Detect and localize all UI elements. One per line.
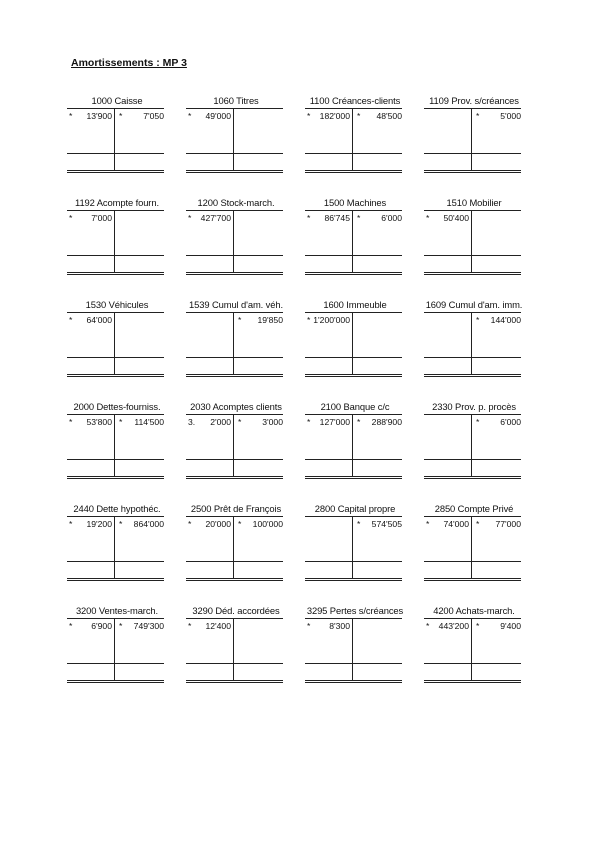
account-top-line: [305, 414, 402, 415]
credit-value: 77'000: [495, 519, 521, 529]
debit-value: 1'200'000: [313, 315, 350, 325]
credit-value: 6'000: [381, 213, 402, 223]
debit-mark: *: [307, 213, 311, 223]
debit-mark: *: [426, 519, 430, 529]
debit-value: 20'000: [205, 519, 231, 529]
account-double-line: [305, 680, 402, 683]
credit-entry: [474, 417, 521, 428]
credit-value: 288'900: [371, 417, 402, 427]
t-account: [186, 401, 286, 489]
account-double-line: [186, 170, 283, 173]
credit-mark: *: [238, 315, 242, 325]
account-top-line: [305, 210, 402, 211]
t-account: [424, 605, 524, 693]
credit-value: 100'000: [252, 519, 283, 529]
account-double-line: [67, 476, 164, 479]
debit-entry: [424, 315, 469, 326]
account-double-line: [305, 476, 402, 479]
t-account: [424, 95, 524, 183]
credit-entry: [474, 315, 521, 326]
account-total-line: [186, 459, 283, 460]
t-account: [186, 605, 286, 693]
debit-value: 2'000: [210, 417, 231, 427]
debit-entry: [186, 111, 231, 122]
credit-entry: [355, 213, 402, 224]
account-center-line: [233, 108, 234, 171]
debit-entry: [67, 519, 112, 530]
account-double-line: [305, 170, 402, 173]
debit-entry: [67, 315, 112, 326]
t-account: [67, 401, 167, 489]
debit-mark: *: [188, 111, 192, 121]
account-center-line: [114, 516, 115, 579]
debit-entry: [186, 315, 231, 326]
credit-entry: [117, 417, 164, 428]
t-account: [305, 197, 405, 285]
account-center-line: [471, 516, 472, 579]
account-name: 3295 Pertes s/créances: [306, 605, 404, 616]
credit-mark: *: [357, 111, 361, 121]
account-center-line: [471, 108, 472, 171]
account-total-line: [67, 255, 164, 256]
debit-mark: *: [307, 111, 311, 121]
account-double-line: [305, 578, 402, 581]
account-total-line: [67, 459, 164, 460]
credit-entry: [236, 621, 283, 632]
account-center-line: [471, 210, 472, 273]
debit-entry: [186, 519, 231, 530]
account-center-line: [352, 210, 353, 273]
debit-value: 127'000: [319, 417, 350, 427]
credit-value: 19'850: [257, 315, 283, 325]
account-name: 4200 Achats-march.: [433, 605, 515, 616]
account-double-line: [424, 680, 521, 683]
account-total-line: [186, 255, 283, 256]
credit-value: 5'000: [500, 111, 521, 121]
credit-value: 864'000: [133, 519, 164, 529]
debit-value: 443'200: [438, 621, 469, 631]
account-top-line: [305, 312, 402, 313]
account-name: 1109 Prov. s/créances: [429, 95, 519, 106]
account-top-line: [424, 210, 521, 211]
t-account: [67, 95, 167, 183]
debit-value: 50'400: [443, 213, 469, 223]
account-name: 1060 Titres: [213, 95, 259, 106]
page-title: Amortissements : MP 3: [71, 57, 187, 69]
account-double-line: [67, 170, 164, 173]
credit-value: 574'505: [371, 519, 402, 529]
account-name: 1539 Cumul d'am. véh.: [188, 299, 283, 310]
account-total-line: [305, 459, 402, 460]
t-account: [186, 503, 286, 591]
account-center-line: [471, 618, 472, 681]
account-top-line: [67, 618, 164, 619]
credit-entry: [117, 315, 164, 326]
account-total-line: [424, 357, 521, 358]
credit-entry: [236, 519, 283, 530]
account-top-line: [186, 210, 283, 211]
account-name: 2800 Capital propre: [314, 503, 396, 514]
account-name: 2330 Prov. p. procès: [432, 401, 516, 412]
account-double-line: [305, 374, 402, 377]
account-total-line: [305, 357, 402, 358]
account-center-line: [233, 312, 234, 375]
account-center-line: [352, 108, 353, 171]
account-double-line: [424, 272, 521, 275]
debit-entry: [67, 417, 112, 428]
debit-mark: *: [307, 621, 311, 631]
account-top-line: [305, 108, 402, 109]
debit-entry: [305, 621, 350, 632]
t-account: [305, 401, 405, 489]
account-name: 1100 Créances-clients: [309, 95, 401, 106]
account-center-line: [233, 618, 234, 681]
account-total-line: [424, 459, 521, 460]
account-name: 2440 Dette hypothéc.: [73, 503, 161, 514]
credit-entry: [474, 621, 521, 632]
debit-entry: [305, 111, 350, 122]
account-total-line: [186, 357, 283, 358]
credit-value: 749'300: [133, 621, 164, 631]
account-top-line: [67, 516, 164, 517]
account-total-line: [67, 357, 164, 358]
account-top-line: [186, 108, 283, 109]
debit-value: 7'000: [91, 213, 112, 223]
account-total-line: [424, 255, 521, 256]
account-name: 2030 Acomptes clients: [190, 401, 282, 412]
account-double-line: [67, 578, 164, 581]
debit-entry: [305, 315, 350, 326]
account-top-line: [424, 516, 521, 517]
account-top-line: [186, 414, 283, 415]
debit-mark: *: [307, 315, 311, 325]
debit-value: 12'400: [205, 621, 231, 631]
debit-mark: *: [69, 519, 73, 529]
debit-value: 6'900: [91, 621, 112, 631]
t-account: [424, 503, 524, 591]
debit-mark: *: [307, 417, 311, 427]
account-top-line: [424, 108, 521, 109]
account-center-line: [352, 414, 353, 477]
t-account: [186, 95, 286, 183]
credit-entry: [236, 213, 283, 224]
account-center-line: [114, 210, 115, 273]
account-total-line: [424, 663, 521, 664]
credit-entry: [117, 213, 164, 224]
credit-value: 7'050: [143, 111, 164, 121]
debit-value: 53'800: [86, 417, 112, 427]
t-account: [424, 197, 524, 285]
account-name: 1530 Véhicules: [85, 299, 149, 310]
account-top-line: [67, 312, 164, 313]
debit-value: 13'900: [86, 111, 112, 121]
debit-mark: *: [69, 315, 73, 325]
account-total-line: [305, 153, 402, 154]
credit-entry: [236, 315, 283, 326]
credit-mark: *: [238, 417, 242, 427]
account-center-line: [352, 516, 353, 579]
account-double-line: [67, 272, 164, 275]
account-name: 1192 Acompte fourn.: [75, 197, 159, 208]
credit-entry: [355, 111, 402, 122]
credit-mark: *: [476, 519, 480, 529]
credit-entry: [474, 111, 521, 122]
account-double-line: [424, 374, 521, 377]
credit-entry: [117, 519, 164, 530]
credit-value: 144'000: [490, 315, 521, 325]
account-top-line: [424, 414, 521, 415]
account-total-line: [186, 561, 283, 562]
debit-entry: [305, 213, 350, 224]
credit-entry: [355, 621, 402, 632]
debit-mark: 3.: [188, 417, 196, 427]
account-name: 1510 Mobilier: [446, 197, 502, 208]
account-name: 2850 Compte Privé: [434, 503, 514, 514]
account-top-line: [424, 618, 521, 619]
account-center-line: [471, 414, 472, 477]
credit-mark: *: [476, 111, 480, 121]
t-account: [424, 299, 524, 387]
account-name: 1000 Caisse: [91, 95, 143, 106]
account-center-line: [233, 414, 234, 477]
debit-value: 427'700: [200, 213, 231, 223]
account-total-line: [67, 153, 164, 154]
debit-value: 19'200: [86, 519, 112, 529]
t-account: [186, 197, 286, 285]
debit-entry: [424, 519, 469, 530]
account-top-line: [305, 618, 402, 619]
credit-mark: *: [476, 315, 480, 325]
account-center-line: [114, 618, 115, 681]
t-account: [424, 401, 524, 489]
credit-mark: *: [119, 519, 123, 529]
credit-value: 6'000: [500, 417, 521, 427]
credit-entry: [236, 417, 283, 428]
account-total-line: [305, 255, 402, 256]
debit-mark: *: [188, 213, 192, 223]
account-double-line: [67, 680, 164, 683]
account-top-line: [424, 312, 521, 313]
credit-mark: *: [357, 213, 361, 223]
account-total-line: [305, 663, 402, 664]
account-total-line: [67, 663, 164, 664]
debit-mark: *: [188, 519, 192, 529]
t-account: [305, 503, 405, 591]
account-name: 3290 Déd. accordées: [192, 605, 280, 616]
debit-value: 86'745: [324, 213, 350, 223]
debit-value: 8'300: [329, 621, 350, 631]
credit-mark: *: [119, 111, 123, 121]
account-top-line: [305, 516, 402, 517]
debit-mark: *: [69, 621, 73, 631]
debit-value: 64'000: [86, 315, 112, 325]
credit-entry: [355, 417, 402, 428]
credit-mark: *: [357, 417, 361, 427]
account-total-line: [186, 663, 283, 664]
t-account: [305, 95, 405, 183]
account-center-line: [352, 618, 353, 681]
debit-entry: [186, 621, 231, 632]
account-name: 1500 Machines: [323, 197, 387, 208]
account-center-line: [352, 312, 353, 375]
account-total-line: [67, 561, 164, 562]
account-name: 1609 Cumul d'am. imm.: [425, 299, 523, 310]
credit-entry: [474, 519, 521, 530]
debit-entry: [67, 621, 112, 632]
debit-entry: [424, 111, 469, 122]
account-total-line: [186, 153, 283, 154]
account-double-line: [186, 476, 283, 479]
account-name: 1600 Immeuble: [323, 299, 387, 310]
account-name: 2500 Prêt de François: [190, 503, 282, 514]
credit-value: 9'400: [500, 621, 521, 631]
t-account: [67, 503, 167, 591]
credit-value: 48'500: [376, 111, 402, 121]
account-center-line: [233, 516, 234, 579]
debit-value: 74'000: [443, 519, 469, 529]
account-total-line: [424, 561, 521, 562]
debit-mark: *: [188, 621, 192, 631]
account-name: 1200 Stock-march.: [197, 197, 275, 208]
debit-value: 49'000: [205, 111, 231, 121]
debit-entry: [186, 213, 231, 224]
account-double-line: [67, 374, 164, 377]
account-name: 2100 Banque c/c: [320, 401, 390, 412]
debit-mark: *: [69, 213, 73, 223]
credit-entry: [236, 111, 283, 122]
account-top-line: [186, 618, 283, 619]
debit-entry: [424, 621, 469, 632]
debit-mark: *: [69, 417, 73, 427]
t-account: [305, 299, 405, 387]
account-name: 3200 Ventes-march.: [75, 605, 159, 616]
debit-mark: *: [69, 111, 73, 121]
account-top-line: [186, 516, 283, 517]
credit-entry: [117, 111, 164, 122]
account-center-line: [114, 108, 115, 171]
t-account: [186, 299, 286, 387]
account-double-line: [186, 374, 283, 377]
debit-entry: [305, 519, 350, 530]
debit-entry: [305, 417, 350, 428]
debit-mark: *: [426, 213, 430, 223]
t-account: [67, 605, 167, 693]
debit-entry: [67, 213, 112, 224]
account-top-line: [186, 312, 283, 313]
account-double-line: [305, 272, 402, 275]
account-double-line: [424, 476, 521, 479]
account-double-line: [186, 578, 283, 581]
debit-entry: [424, 417, 469, 428]
account-double-line: [424, 578, 521, 581]
credit-mark: *: [119, 621, 123, 631]
account-center-line: [233, 210, 234, 273]
credit-mark: *: [476, 621, 480, 631]
credit-value: 114'500: [134, 417, 164, 427]
credit-entry: [355, 519, 402, 530]
account-top-line: [67, 414, 164, 415]
debit-mark: *: [426, 621, 430, 631]
debit-entry: [424, 213, 469, 224]
credit-entry: [117, 621, 164, 632]
t-account: [67, 299, 167, 387]
account-total-line: [424, 153, 521, 154]
account-double-line: [186, 680, 283, 683]
t-account: [305, 605, 405, 693]
account-center-line: [114, 414, 115, 477]
credit-mark: *: [357, 519, 361, 529]
account-top-line: [67, 108, 164, 109]
credit-value: 3'000: [262, 417, 283, 427]
account-center-line: [114, 312, 115, 375]
t-account: [67, 197, 167, 285]
account-double-line: [186, 272, 283, 275]
credit-mark: *: [238, 519, 242, 529]
account-name: 2000 Dettes-fourniss.: [73, 401, 161, 412]
credit-entry: [474, 213, 521, 224]
debit-entry: [186, 417, 231, 428]
debit-value: 182'000: [319, 111, 350, 121]
account-center-line: [471, 312, 472, 375]
credit-entry: [355, 315, 402, 326]
account-total-line: [305, 561, 402, 562]
credit-mark: *: [476, 417, 480, 427]
account-double-line: [424, 170, 521, 173]
account-top-line: [67, 210, 164, 211]
credit-mark: *: [119, 417, 123, 427]
debit-entry: [67, 111, 112, 122]
